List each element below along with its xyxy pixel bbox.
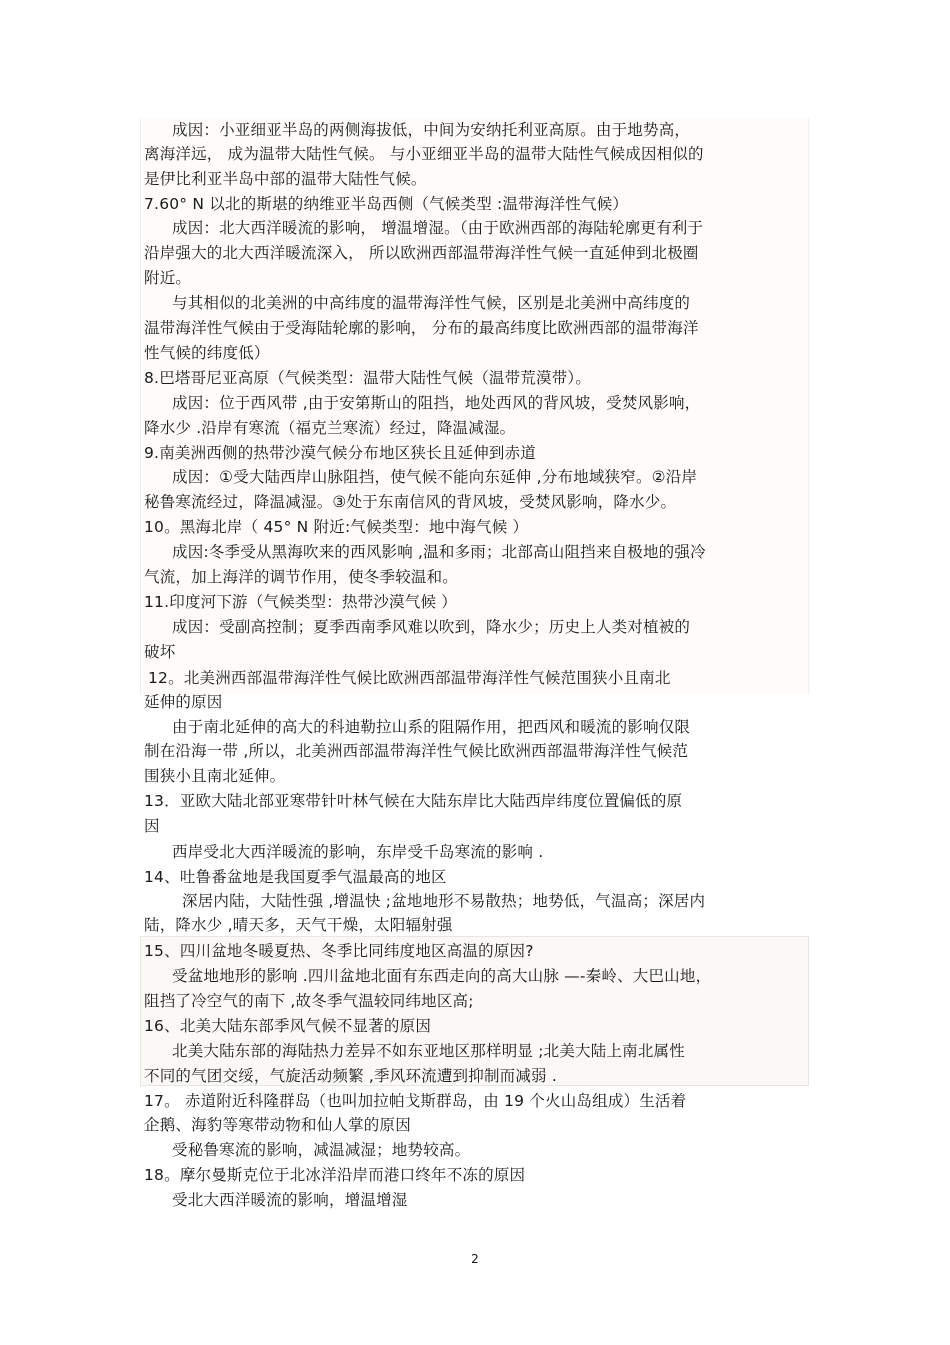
section-heading: 企鹅、海豹等寒带动物和仙人掌的原因 xyxy=(144,1116,411,1134)
text-line: 温带海洋性气候由于受海陆轮廓的影响， 分布的最高纬度比欧洲西部的温带海洋 xyxy=(144,319,699,337)
text-line: 附近。 xyxy=(144,269,192,287)
section-heading: 8.巴塔哥尼亚高原（气候类型：温带大陆性气候（温带荒漠带）。 xyxy=(144,369,592,387)
section-heading: 9.南美洲西侧的热带沙漠气候分布地区狭长且延伸到赤道 xyxy=(144,444,536,462)
text-line: 成因：位于西风带 ,由于安第斯山的阻挡，地处西风的背风坡，受焚风影响， xyxy=(172,394,701,412)
text-line: 由于南北延伸的高大的科迪勒拉山系的阻隔作用，把西风和暖流的影响仅限 xyxy=(172,718,691,736)
section-heading: 10。黑海北岸（ 45° N 附近:气候类型：地中海气候 ） xyxy=(144,518,529,536)
section-heading: 15、四川盆地冬暖夏热、冬季比同纬度地区高温的原因? xyxy=(144,942,534,960)
text-line: 气流，加上海洋的调节作用，使冬季较温和。 xyxy=(144,568,459,586)
section-heading: 16、北美大陆东部季风气候不显著的原因 xyxy=(144,1017,432,1035)
text-line: 成因：小亚细亚半岛的两侧海拔低，中间为安纳托利亚高原。由于地势高， xyxy=(172,121,691,139)
text-line: 破坏 xyxy=(144,643,176,661)
text-line: 西岸受北大西洋暖流的影响，东岸受千岛寒流的影响 . xyxy=(172,843,544,861)
text-line: 制在沿海一带 ,所以，北美洲西部温带海洋性气候比欧洲西部温带海洋性气候范 xyxy=(144,742,689,760)
section-heading: 12。北美洲西部温带海洋性气候比欧洲西部温带海洋性气候范围狭小且南北 xyxy=(148,669,671,687)
text-line: 围狭小且南北延伸。 xyxy=(144,767,286,785)
text-line: 是伊比利亚半岛中部的温带大陆性气候。 xyxy=(144,170,427,188)
text-line: 与其相似的北美洲的中高纬度的温带海洋性气候，区别是北美洲中高纬度的 xyxy=(172,294,691,312)
text-line: 性气候的纬度低） xyxy=(144,344,270,362)
text-line: 阻挡了冷空气的南下 ,故冬季气温较同纬地区高; xyxy=(144,992,474,1010)
text-line: 成因：①受大陆西岸山脉阻挡，使气候不能向东延伸 ,分布地域狭窄。②沿岸 xyxy=(172,468,698,486)
text-line: 受北大西洋暖流的影响，增温增湿 xyxy=(172,1191,408,1209)
text-line: 沿岸强大的北大西洋暖流深入， 所以欧洲西部温带海洋性气候一直延伸到北极圈 xyxy=(144,244,699,262)
text-line: 成因:冬季受从黑海吹来的西风影响 ,温和多雨；北部高山阻挡来自极地的强冷 xyxy=(172,543,706,561)
section-heading: 18。摩尔曼斯克位于北冰洋沿岸而港口终年不冻的原因 xyxy=(144,1166,526,1184)
text-line: 北美大陆东部的海陆热力差异不如东亚地区那样明显 ;北美大陆上南北属性 xyxy=(172,1042,685,1060)
page-number: 2 xyxy=(471,1252,479,1266)
text-line: 受盆地地形的影响 .四川盆地北面有东西走向的高大山脉 —-秦岭、大巴山地， xyxy=(172,967,712,985)
text-line: 受秘鲁寒流的影响，减温减湿；地势较高。 xyxy=(172,1141,471,1159)
text-line: 陆，降水少 ,晴天多，天气干燥，太阳辐射强 xyxy=(144,916,453,934)
section-heading: 11.印度河下游（气候类型：热带沙漠气候 ） xyxy=(144,593,457,611)
text-line: 降水少 .沿岸有寒流（福克兰寒流）经过，降温减湿。 xyxy=(144,419,516,437)
section-heading: 14、吐鲁番盆地是我国夏季气温最高的地区 xyxy=(144,868,447,886)
section-heading: 延伸的原因 xyxy=(144,693,223,711)
text-line: 秘鲁寒流经过，降温减湿。③处于东南信风的背风坡，受焚风影响，降水少。 xyxy=(144,493,677,511)
text-line: 离海洋远， 成为温带大陆性气候。 与小亚细亚半岛的温带大陆性气候成因相似的 xyxy=(144,145,704,163)
text-line: 不同的气团交绥，气旋活动频繁 ,季风环流遭到抑制而减弱 . xyxy=(144,1067,558,1085)
text-line: 成因：北大西洋暖流的影响， 增温增湿。（由于欧洲西部的海陆轮廓更有利于 xyxy=(172,219,704,237)
section-heading: 17。 赤道附近科隆群岛（也叫加拉帕戈斯群岛，由 19 个火山岛组成）生活着 xyxy=(144,1092,687,1110)
section-heading: 因 xyxy=(144,817,160,835)
text-line: 成因：受副高控制；夏季西南季风难以吹到，降水少；历史上人类对植被的 xyxy=(172,618,691,636)
section-heading: 7.60° N 以北的斯堪的纳维亚半岛西侧（气候类型 :温带海洋性气候） xyxy=(144,195,629,213)
section-heading: 13．亚欧大陆北部亚寒带针叶林气候在大陆东岸比大陆西岸纬度位置偏低的原 xyxy=(144,792,683,810)
text-line: 深居内陆，大陆性强 ,增温快 ;盆地地形不易散热；地势低，气温高；深居内 xyxy=(182,892,706,910)
